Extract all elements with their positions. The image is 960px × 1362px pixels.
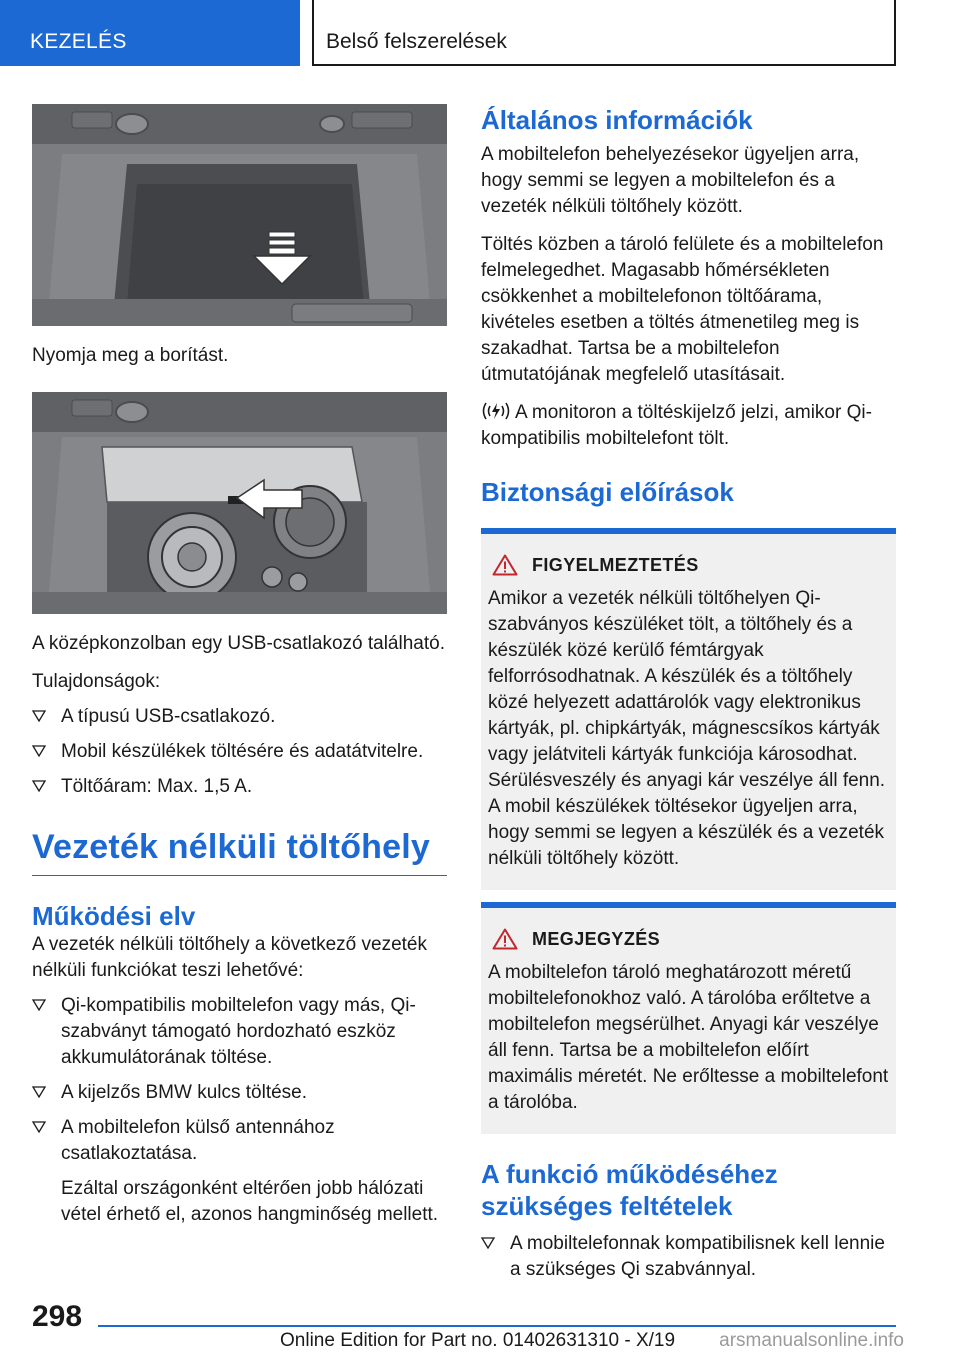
subsection-title-safety: Biztonsági előírások [481, 477, 734, 507]
right-column [481, 104, 896, 1283]
subsection-title-general: Általános információk [481, 105, 753, 135]
triangle-bullet-icon [32, 1086, 46, 1098]
section-label: KEZELÉS [0, 0, 300, 66]
page-number: 298 [32, 1300, 83, 1333]
general-paragraph-1: A mobiltelefon behelyezésekor ügyeljen arra, hogy semmi se legyen a mobiltelefon és a vezeték nélküli töltőhely között. [481, 144, 860, 217]
cover-press-illustration [32, 104, 447, 326]
triangle-bullet-icon [32, 710, 46, 722]
note-header [488, 928, 889, 950]
note-box [481, 902, 896, 1134]
properties-label: Tulajdonságok: [32, 671, 161, 692]
warning-triangle-icon [492, 554, 518, 576]
list-item: A mobiltelefon külső antennához csatlakoztatása. Ezáltal országonként eltérően jobb hálózati vétel érhető el, azonos hangminőség mellett. [32, 1115, 447, 1228]
principle-sub-text: Ezáltal országonként eltérően jobb hálózati vétel érhető el, azonos hangminőség mellett. [61, 1178, 439, 1225]
list-item: A típusú USB-csatlakozó. [32, 704, 447, 730]
warning-box [481, 528, 896, 890]
principle-text: A vezeték nélküli töltőhely a következő vezeték nélküli funkciókat teszi lehetővé: [32, 934, 428, 981]
footer-divider [98, 1325, 896, 1327]
triangle-bullet-icon [481, 1237, 495, 1249]
warning-triangle-icon [492, 928, 518, 950]
wireless-charging-icon [481, 401, 511, 421]
triangle-bullet-icon [32, 745, 46, 757]
principle-list [32, 993, 447, 1228]
note-title: MEGJEGYZÉS [532, 928, 661, 949]
page-header [0, 0, 960, 66]
warning-text: Amikor a vezeték nélküli töltőhelyen Qi-szabványos készüléket tölt, a töltőhely és a készülék közé kerülő fémtárgyak felforrósodhatnak. A készülék és a töltőhely közé helyezett adattárolók vagy elektronikus kártyák, pl. chipkártyák, mágnescsíkos kártyák vagy jelátviteli kártyák funkciója károsodhat. Sérülésveszély és anyagi kár veszélye áll fenn. A mobil készülékek töltésekor ügyeljen arra, hogy semmi se legyen a készülék és a vezeték nélküli töltőhely között. [488, 588, 886, 869]
list-item: A kijelzős BMW kulcs töltése. [32, 1080, 447, 1106]
section-title-wireless-charging: Vezeték nélküli töltőhely [32, 828, 447, 876]
list-item: Mobil készülékek töltésére és adatátvitelre. [32, 739, 447, 765]
properties-list [32, 704, 447, 800]
list-item: Töltőáram: Max. 1,5 A. [32, 774, 447, 800]
subsection-title-requirements: A funkció működéséhez szükséges feltételek [481, 1159, 778, 1221]
list-item: A mobiltelefonnak kompatibilisnek kell lennie a szükséges Qi szabvánnyal. [481, 1231, 896, 1283]
watermark-text: arsmanualsonline.info [719, 1330, 904, 1351]
chapter-label: Belső felszerelések [312, 0, 896, 66]
usb-port-illustration [32, 392, 447, 614]
general-paragraph-2: Töltés közben a tároló felülete és a mobiltelefon felmelegedhet. Magasabb hőmérsékleten csökkenhet a mobiltelefonon töltőárama, kivételes esetben a töltés átmenetileg meg is szakadhat. Tartsa be a mobiltelefon útmutatójának megfelelő utasításait. [481, 234, 884, 385]
note-text: A mobiltelefon tároló meghatározott méretű mobiltelefonokhoz való. A tárolóba erőltetve a mobiltelefon megsérülhet. Anyagi kár veszélye áll fenn. Tartsa be a mobiltelefon előírt maximális méretét. Ne erőltesse a mobiltelefont a tárolóba. [488, 962, 889, 1113]
left-column [32, 104, 447, 1228]
general-paragraph-3: A monitoron a töltéskijelző jelzi, amikor Qi-kompatibilis mobiltelefont tölt. [481, 402, 872, 449]
caption-usb-port: A középkonzolban egy USB-csatlakozó található. [32, 633, 445, 654]
triangle-bullet-icon [32, 1121, 46, 1133]
requirements-list [481, 1231, 896, 1283]
warning-header [488, 554, 889, 576]
list-item: Qi-kompatibilis mobiltelefon vagy más, Qi-szabványt támogató hordozható eszköz akkumulátorának töltése. [32, 993, 447, 1071]
warning-title: FIGYELMEZTETÉS [532, 554, 699, 575]
triangle-bullet-icon [32, 999, 46, 1011]
edition-text: Online Edition for Part no. 01402631310 - X/19 [280, 1330, 676, 1351]
subsection-title-principle: Működési elv [32, 901, 196, 931]
caption-press-cover: Nyomja meg a borítást. [32, 345, 229, 366]
triangle-bullet-icon [32, 780, 46, 792]
